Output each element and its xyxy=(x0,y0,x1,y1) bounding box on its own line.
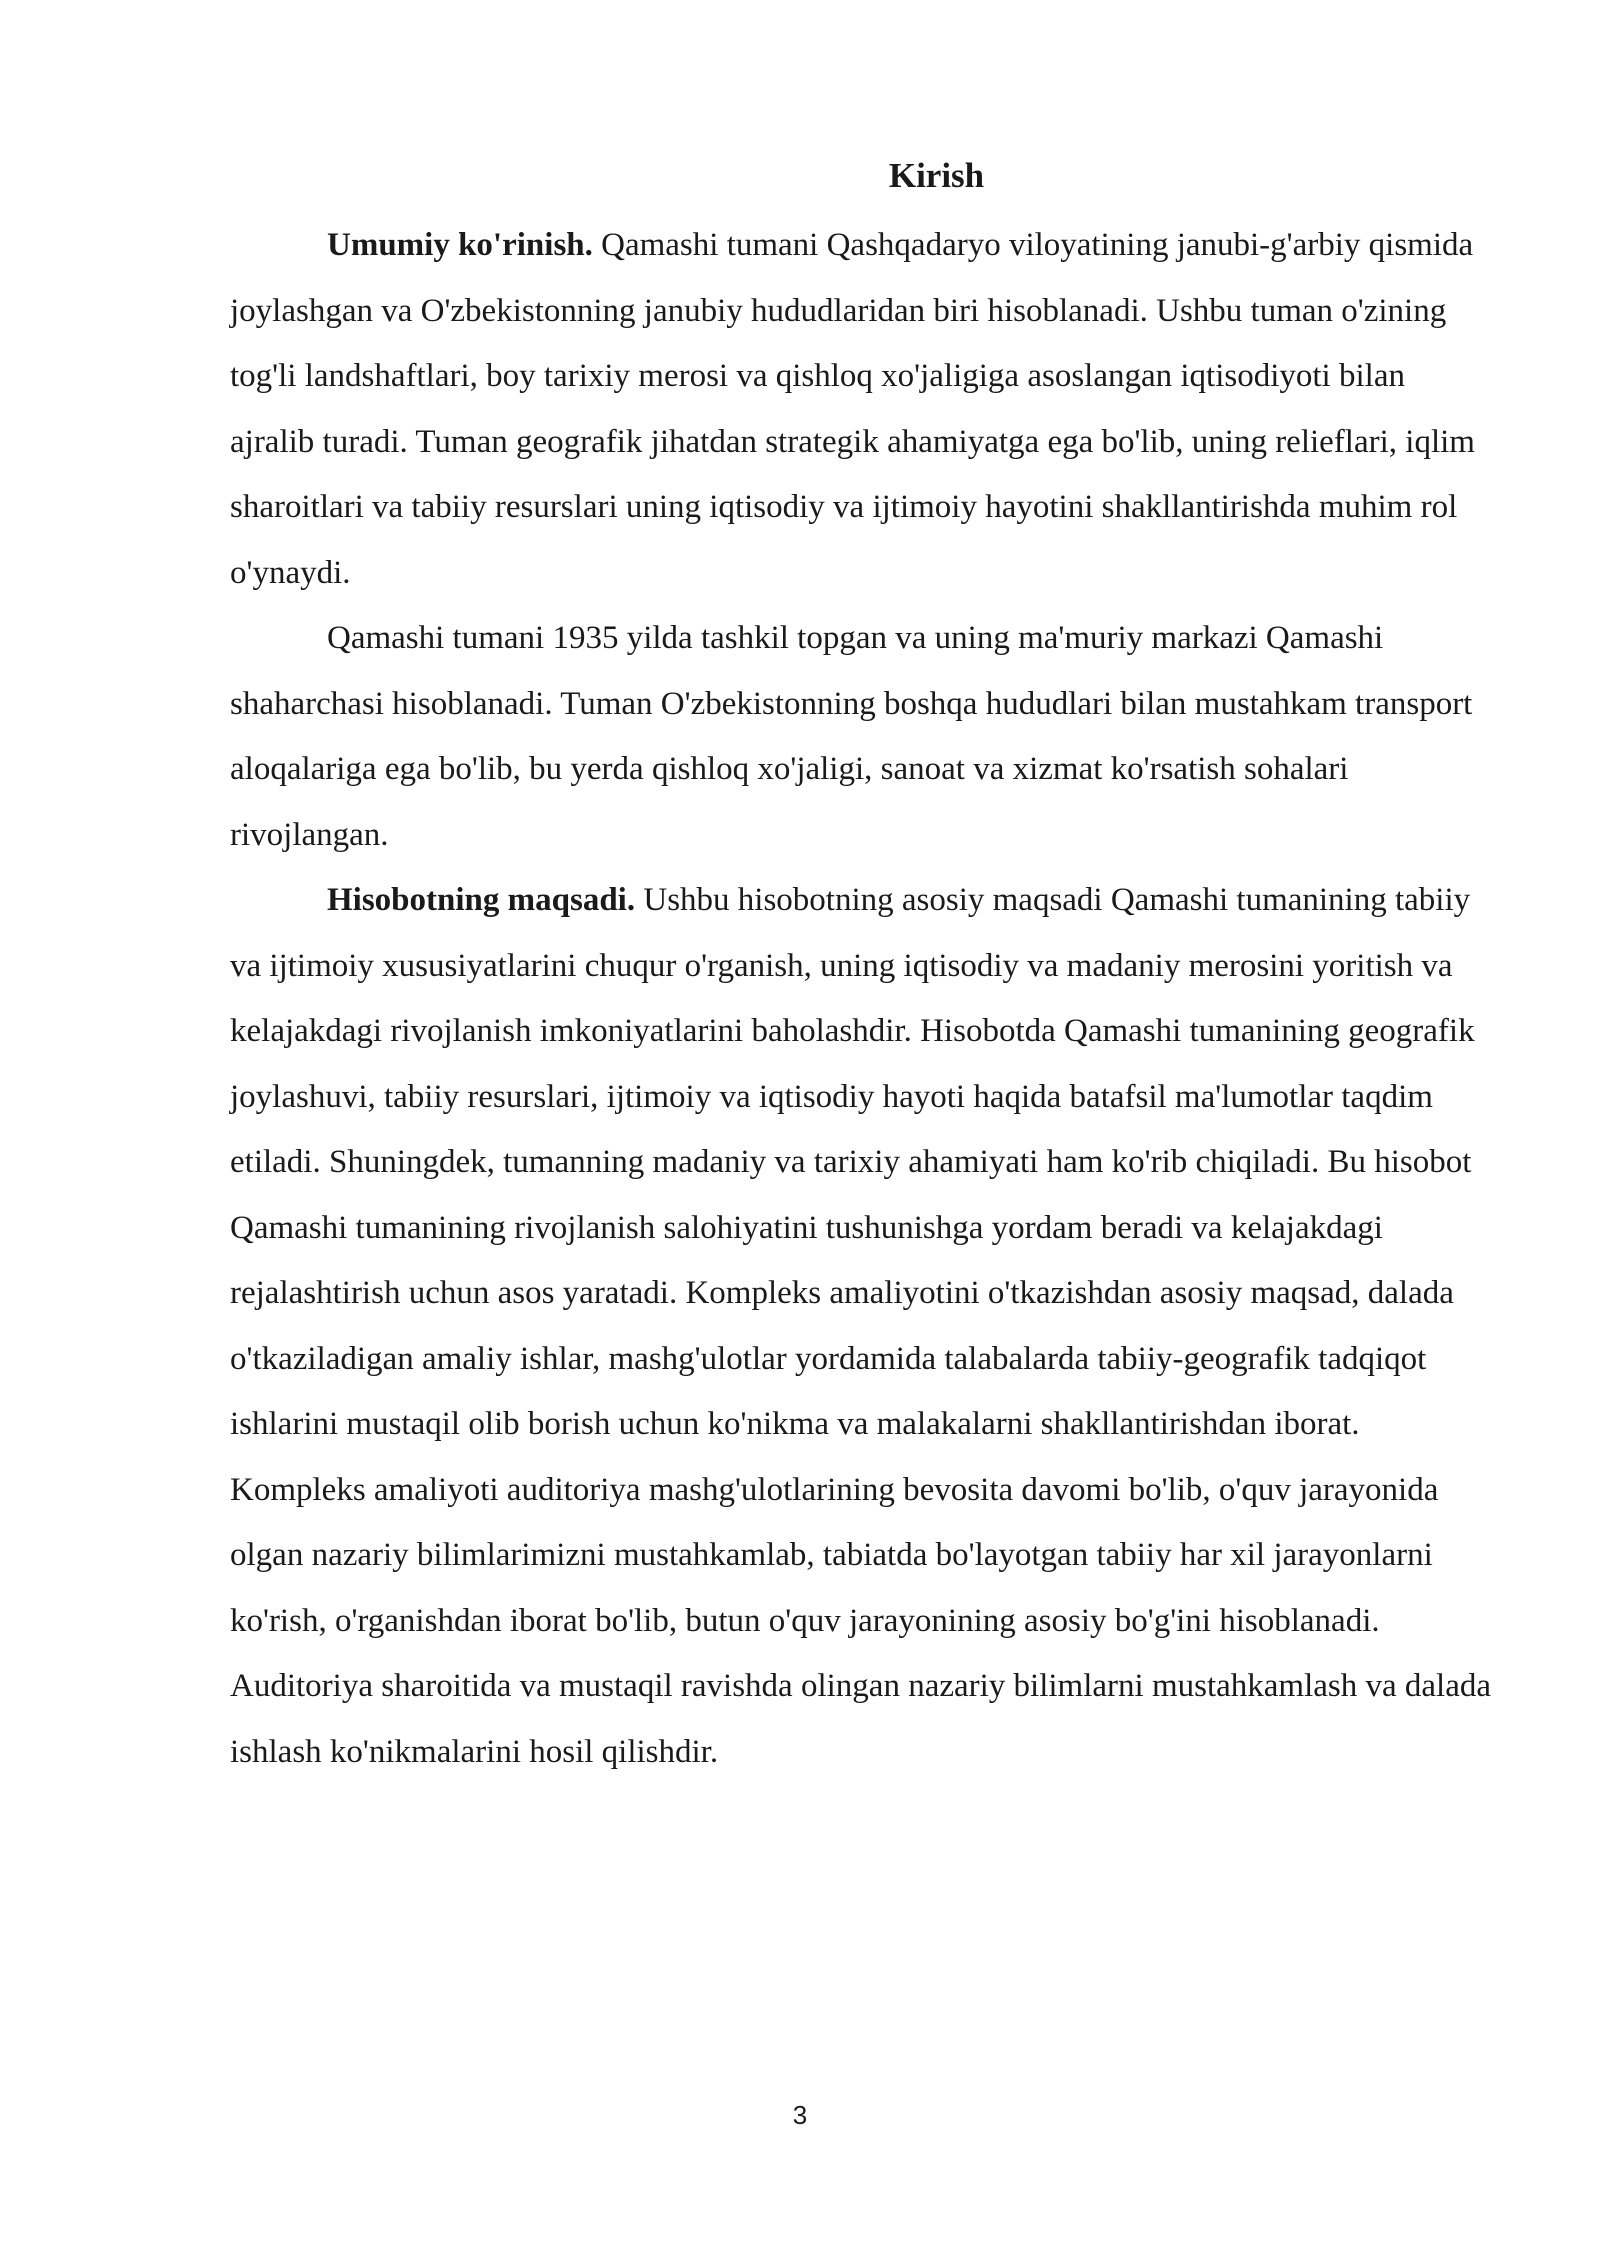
paragraph-purpose xyxy=(230,868,1495,1785)
page-number: 3 xyxy=(792,2100,808,2130)
paragraph-lead: Hisobotning maqsadi. xyxy=(327,882,636,918)
paragraph-text: Qamashi tumani 1935 yilda tashkil topgan va uning ma'muriy markazi Qamashi shaharchasi hisoblanadi. Tuman O'zbekistonning boshqa hududlari bilan mustahkam transport aloqalariga ega bo'lib, bu yerda qishloq xo'jaligi, sanoat va xizmat ko'rsatish sohalari rivojlangan. xyxy=(230,620,1473,853)
paragraph-lead: Umumiy ko'rinish. xyxy=(327,227,593,263)
document-body xyxy=(230,145,1495,1785)
section-title: Kirish xyxy=(888,156,985,195)
paragraph-history xyxy=(230,606,1495,868)
paragraph-overview xyxy=(230,213,1495,606)
paragraph-text: Ushbu hisobotning asosiy maqsadi Qamashi tumanining tabiiy va ijtimoiy xususiyatlarini chuqur o'rganish, uning iqtisodiy va madaniy merosini yoritish va kelajakdagi rivojlanish imkoniyatlarini baholashdir. Hisobotda Qamashi tumanining geografik joylashuvi, tabiiy resurslari, ijtimoiy va iqtisodiy hayoti haqida batafsil ma'lumotlar taqdim etiladi. Shuningdek, tumanning madaniy va tarixiy ahamiyati ham ko'rib chiqiladi. Bu hisobot Qamashi tumanining rivojlanish salohiyatini tushunishga yordam beradi va kelajakdagi rejalashtirish uchun asos yaratadi. Kompleks amaliyotini o'tkazishdan asosiy maqsad, dalada o'tkaziladigan amaliy ishlar, mashg'ulotlar yordamida talabalarda tabiiy-geografik tadqiqot ishlarini mustaqil olib borish uchun ko'nikma va malakalarni shakllantirishdan iborat. Kompleks amaliyoti auditoriya mashg'ulotlarining bevosita davomi bo'lib, o'quv jarayonida olgan nazariy bilimlarimizni mustahkamlab, tabiatda bo'layotgan tabiiy har xil jarayonlarni ko'rish, o'rganishdan iborat bo'lib, butun o'quv jarayonining asosiy bo'g'ini hisoblanadi. Auditoriya sharoitida va mustaqil ravishda olingan nazariy bilimlarni mustahkamlash va dalada ishlash ko'nikmalarini hosil qilishdir. xyxy=(230,882,1491,1770)
paragraph-text: Qamashi tumani Qashqadaryo viloyatining janubi-g'arbiy qismida joylashgan va O'zbekistonning janubiy hududlaridan biri hisoblanadi. Ushbu tuman o'zining tog'li landshaftlari, boy tarixiy merosi va qishloq xo'jaligiga asoslangan iqtisodiyoti bilan ajralib turadi. Tuman geografik jihatdan strategik ahamiyatga ega bo'lib, uning relieflari, iqlim sharoitlari va tabiiy resurslari uning iqtisodiy va ijtimoiy hayotini shakllantirishda muhim rol o'ynaydi. xyxy=(230,227,1475,591)
